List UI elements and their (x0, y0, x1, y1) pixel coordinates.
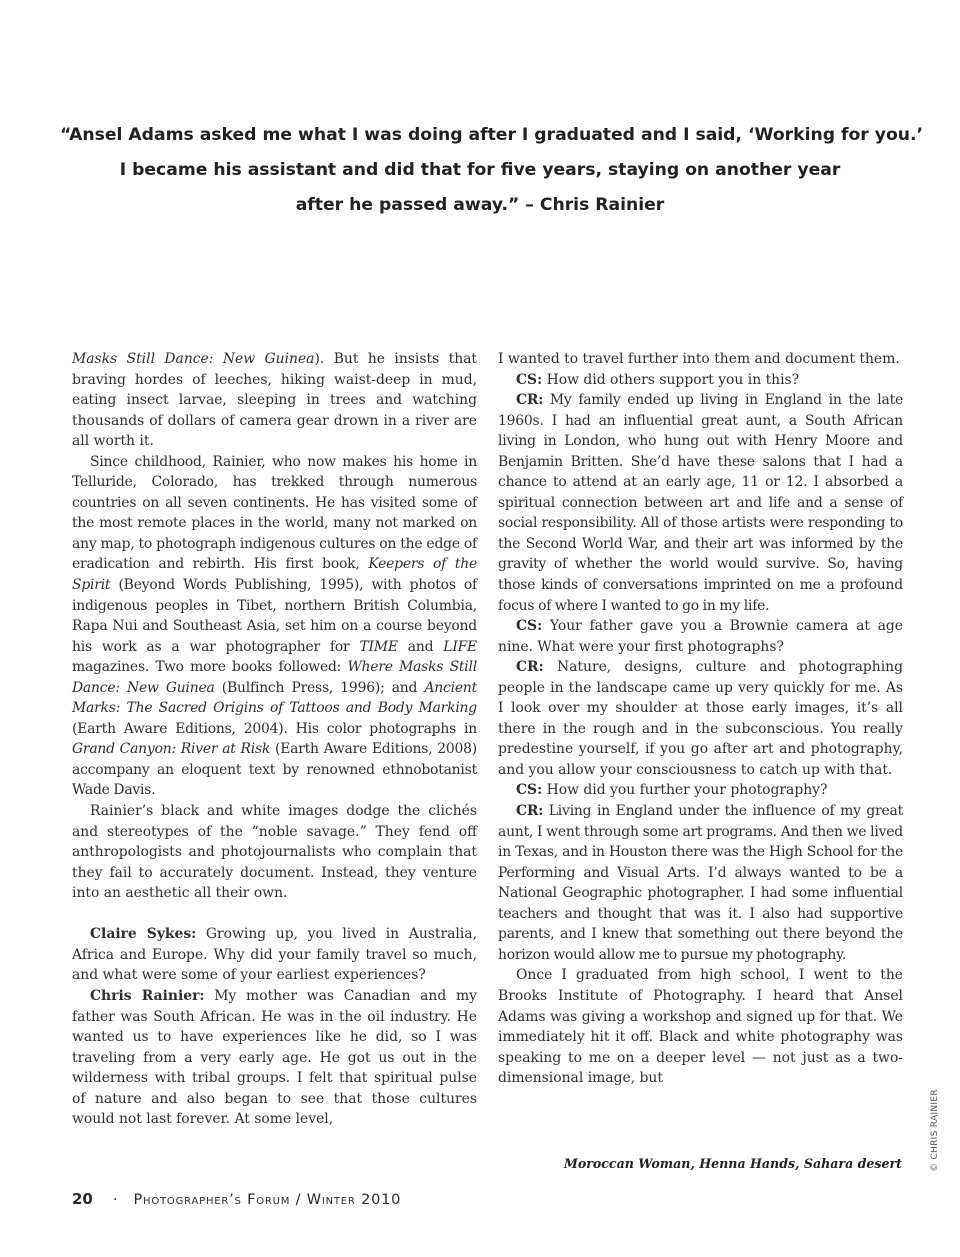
speaker-label: CR: (516, 659, 544, 676)
interview-answer: CR: Living in England under the influence of my great aunt, I went through some art programs. And then we lived in Texas, and in Houston there was the High School for the Performing and Visual Arts. I’d always wanted to be a National Geographic photographer. I had some influential teachers and thought that was it. I also had supportive parents, and I knew that something out there beyond the horizon would allow me to pursue my photography. (498, 803, 903, 963)
speaker-label: Claire Sykes: (90, 926, 197, 943)
interview-answer: CR: Nature, designs, culture and photographing people in the landscape came up very quickly for me. As I look over my shoulder at those early images, it’s all there in the rough and in the subconscious. You really predestine yourself, if you go after art and photography, and you allow your consciousness to catch up with that. (498, 659, 903, 778)
interview-answer: Chris Rainier: My mother was Canadian and my father was South African. He was in the oil industry. He wanted us to have experiences like he did, so I was traveling from a very early age. He got us out in the wilderness with tribal groups. I felt that spiritual pulse of nature and also began to see that those cultures would not last forever. At some level, (72, 987, 477, 1128)
speaker-label: CS: (516, 371, 543, 388)
article-column-right (498, 349, 903, 1089)
paragraph-continuation: I wanted to travel further into them and document them. (498, 351, 900, 367)
speaker-label: Chris Rainier: (90, 987, 205, 1004)
article-column-left (72, 349, 477, 1130)
book-title: Keepers of the Spirit (72, 556, 477, 594)
interview-answer: CR: My family ended up living in England in the late 1960s. I had an influential great aunt, a South African living in London, who hung out with Henry Moore and Benjamin Britten. She’d have these salons that I had a chance to attend at an early age, 11 or 12. I absorbed a spiritual connection between art and life and a sense of social responsibility. All of those artists were responding to the Second World War, and their art was informed by the gravity of whether the world would survive. So, having those kinds of conversations imprinted on me a profound focus of where I wanted to go in my life. (498, 392, 903, 614)
speaker-label: CS: (516, 618, 543, 635)
publication-name: Photographer’s Forum / Winter 2010 (133, 1192, 402, 1208)
footer-separator: · (112, 1192, 118, 1208)
paragraph-style: Rainier’s black and white images dodge the clichés and stereotypes of the “noble savage.” They fend off anthropologists and photojournalists who complain that they fail to accurately document. Instead, they venture into an aesthetic all their own. (72, 803, 477, 902)
photo-credit: © CHRIS RAINIER (930, 1089, 940, 1172)
speaker-label: CR: (516, 803, 544, 820)
pull-quote-line-2: I became his assistant and did that for five years, staying on another year (119, 160, 841, 180)
paragraph-brooks: Once I graduated from high school, I went to the Brooks Institute of Photography. I heard that Ansel Adams was giving a workshop and signed up for that. We immediately hit it off. Black and white photography was speaking to me on a deeper level — not just as a two-dimensional image, but (498, 967, 903, 1087)
speaker-label: CS: (516, 782, 543, 799)
speaker-label: CR: (516, 392, 544, 409)
pull-quote-line-1: “Ansel Adams asked me what I was doing after I graduated and I said, ‘Working for you.’ (60, 125, 924, 145)
photo-caption: Moroccan Woman, Henna Hands, Sahara desert (563, 1156, 902, 1171)
book-title: Where Masks Still Dance: New Guinea (72, 659, 477, 696)
magazine-title: LIFE (443, 638, 477, 655)
interview-question: Claire Sykes: Growing up, you lived in Australia, Africa and Europe. Why did your family travel so much, and what were some of your earliest experiences? (72, 926, 477, 984)
book-title: Masks Still Dance: New Guinea (72, 351, 315, 367)
magazine-title: TIME (359, 638, 398, 655)
book-title: Ancient Marks: The Sacred Origins of Tattoos and Body Marking (72, 679, 477, 717)
pull-quote (60, 118, 924, 223)
book-title: Grand Canyon: River at Risk (72, 741, 271, 758)
interview-question: CS: How did others support you in this? (516, 371, 800, 388)
interview-question: CS: Your father gave you a Brownie camera at age nine. What were your first photographs? (498, 618, 903, 655)
paragraph-continuation: Masks Still Dance: New Guinea). But he insists that braving hordes of leeches, hiking waist-deep in mud, eating insect larvae, sleeping in trees and watching thousands of dollars of camera gear drown in a river are all worth it. (72, 351, 478, 450)
page-footer (72, 1190, 401, 1208)
paragraph-career: Since childhood, Rainier, who now makes his home in Telluride, Colorado, has trekked through numerous countries on all seven continents. He has visited some of the most remote places in the world, many not marked on any map, to photograph indigenous cultures on the edge of eradication and rebirth. His first book, Keepers of the Spirit (Beyond Words Publishing, 1995), with photos of indigenous peoples in Tibet, northern British Columbia, Rapa Nui and Southeast Asia, set him on a course beyond his work as a war photographer for TIME and LIFE magazines. Two more books followed: Where Masks Still Dance: New Guinea (Bulfinch Press, 1996); and Ancient Marks: The Sacred Origins of Tattoos and Body Marking (Earth Aware Editions, 2004). His color photographs in Grand Canyon: River at Risk (Earth Aware Editions, 2008) accompany an eloquent text by renowned ethnobotanist Wade Davis. (72, 453, 478, 799)
page-number: 20 (72, 1190, 93, 1208)
pull-quote-line-3: after he passed away.” – Chris Rainier (295, 195, 665, 215)
interview-question: CS: How did you further your photography? (516, 782, 828, 799)
